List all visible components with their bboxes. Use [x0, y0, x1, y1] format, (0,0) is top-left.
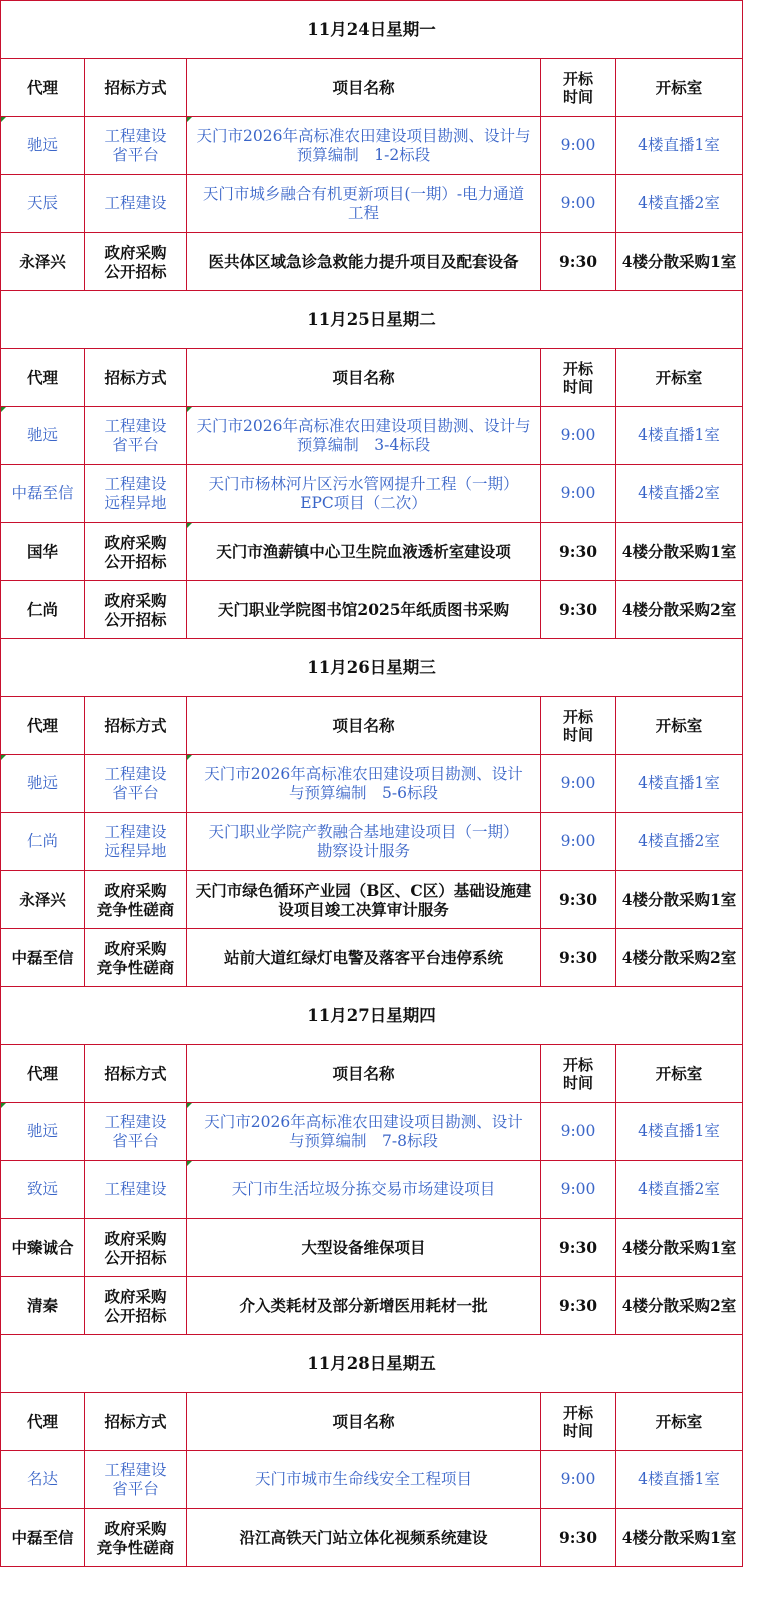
cell-line: 天门职业学院产教融合基地建设项目（一期） [208, 822, 519, 841]
cell-line: 预算编制 1-2标段 [296, 145, 431, 164]
header-room: 开标室 [616, 697, 743, 755]
schedule-row [1, 813, 743, 871]
cell-line: 开标 [562, 69, 593, 88]
cell-line: 竞争性磋商 [96, 1537, 175, 1557]
room-cell: 4楼直播2室 [616, 465, 743, 523]
time-cell: 9:30 [541, 581, 616, 639]
day-title: 11月24日星期一 [1, 1, 743, 59]
project-cell [187, 175, 541, 233]
header-project: 项目名称 [187, 1393, 541, 1451]
time-cell: 9:30 [541, 1509, 616, 1567]
day-title: 11月26日星期三 [1, 639, 743, 697]
agent-cell: 清秦 [1, 1277, 85, 1335]
cell-line: 天门市渔薪镇中心卫生院血液透析室建设项 [216, 542, 511, 561]
header-time [541, 59, 616, 117]
cell-line: 工程建设 [104, 822, 167, 841]
header-agent: 代理 [1, 349, 85, 407]
cell-line: 省平台 [112, 145, 159, 164]
cell-line: 省平台 [112, 783, 159, 802]
time-cell: 9:00 [541, 465, 616, 523]
agent-cell: 仁尚 [1, 581, 85, 639]
cell-line: 天门市2026年高标准农田建设项目勘测、设计与 [196, 126, 531, 145]
agent-cell: 天辰 [1, 175, 85, 233]
header-method: 招标方式 [85, 1393, 187, 1451]
cell-line: 竞争性磋商 [96, 957, 175, 977]
time-cell: 9:00 [541, 407, 616, 465]
cell-line: 公开招标 [104, 261, 167, 281]
column-header-row [1, 59, 743, 117]
header-project: 项目名称 [187, 59, 541, 117]
agent-cell: 国华 [1, 523, 85, 581]
header-room: 开标室 [616, 1393, 743, 1451]
day-title-row [1, 1, 743, 59]
room-cell: 4楼直播1室 [616, 117, 743, 175]
cell-line: 工程建设 [104, 764, 167, 783]
cell-line: 省平台 [112, 1479, 159, 1498]
cell-line: 工程建设 [104, 1460, 167, 1479]
header-room: 开标室 [616, 1045, 743, 1103]
schedule-row [1, 1161, 743, 1219]
header-agent: 代理 [1, 59, 85, 117]
method-cell [85, 1161, 187, 1219]
column-header-row [1, 697, 743, 755]
cell-line: 预算编制 3-4标段 [296, 435, 431, 454]
schedule-row [1, 117, 743, 175]
method-cell [85, 1277, 187, 1335]
schedule-row [1, 233, 743, 291]
room-cell: 4楼分散采购1室 [616, 523, 743, 581]
cell-line: 时间 [562, 725, 593, 744]
time-cell: 9:30 [541, 1277, 616, 1335]
cell-line: 省平台 [112, 1131, 159, 1150]
room-cell: 4楼分散采购1室 [616, 1509, 743, 1567]
time-cell: 9:00 [541, 1161, 616, 1219]
project-cell [187, 1161, 541, 1219]
time-cell: 9:30 [541, 1219, 616, 1277]
room-cell: 4楼分散采购2室 [616, 929, 743, 987]
cell-line: 工程建设 [104, 474, 167, 493]
cell-line: 政府采购 [104, 1228, 167, 1248]
schedule-row [1, 1103, 743, 1161]
cell-line: 政府采购 [104, 242, 167, 262]
project-cell [187, 465, 541, 523]
agent-cell: 驰远 [1, 407, 85, 465]
time-cell: 9:00 [541, 755, 616, 813]
project-cell [187, 117, 541, 175]
method-cell [85, 1103, 187, 1161]
method-cell [85, 1451, 187, 1509]
header-time [541, 349, 616, 407]
header-project: 项目名称 [187, 697, 541, 755]
cell-line: 与预算编制 5-6标段 [289, 783, 438, 802]
method-cell [85, 755, 187, 813]
room-cell: 4楼直播2室 [616, 813, 743, 871]
cell-line: 公开招标 [104, 1305, 167, 1325]
cell-line: 工程建设 [104, 416, 167, 435]
cell-line: 医共体区域急诊急救能力提升项目及配套设备 [208, 252, 519, 271]
agent-cell: 中臻诚合 [1, 1219, 85, 1277]
project-cell [187, 813, 541, 871]
cell-line: 公开招标 [104, 551, 167, 571]
room-cell: 4楼分散采购1室 [616, 1219, 743, 1277]
cell-line: 时间 [562, 87, 593, 106]
method-cell [85, 233, 187, 291]
project-cell [187, 233, 541, 291]
header-agent: 代理 [1, 1045, 85, 1103]
project-cell [187, 755, 541, 813]
schedule-row [1, 523, 743, 581]
method-cell [85, 871, 187, 929]
cell-line: 大型设备维保项目 [301, 1238, 426, 1257]
time-cell: 9:00 [541, 1451, 616, 1509]
cell-line: 天门职业学院图书馆2025年纸质图书采购 [217, 600, 510, 619]
agent-cell: 永泽兴 [1, 871, 85, 929]
room-cell: 4楼直播2室 [616, 1161, 743, 1219]
header-room: 开标室 [616, 349, 743, 407]
day-title-row [1, 987, 743, 1045]
time-cell: 9:00 [541, 1103, 616, 1161]
room-cell: 4楼直播1室 [616, 407, 743, 465]
project-cell [187, 1509, 541, 1567]
cell-line: 工程建设 [104, 126, 167, 145]
cell-line: 天门市城市生命线安全工程项目 [254, 1470, 472, 1488]
cell-line: 公开招标 [104, 1247, 167, 1267]
cell-line: 天门市城乡融合有机更新项目(一期）-电力通道 [202, 184, 525, 203]
header-room: 开标室 [616, 59, 743, 117]
cell-line: 远程异地 [104, 493, 167, 512]
project-cell [187, 407, 541, 465]
schedule-row [1, 1219, 743, 1277]
room-cell: 4楼直播1室 [616, 1451, 743, 1509]
agent-cell: 中磊至信 [1, 1509, 85, 1567]
column-header-row [1, 349, 743, 407]
day-title: 11月25日星期二 [1, 291, 743, 349]
room-cell: 4楼分散采购1室 [616, 233, 743, 291]
cell-line: 天门市生活垃圾分拣交易市场建设项目 [231, 1180, 496, 1198]
cell-line: 公开招标 [104, 609, 167, 629]
method-cell [85, 929, 187, 987]
method-cell [85, 407, 187, 465]
day-title-row [1, 291, 743, 349]
method-cell [85, 1509, 187, 1567]
cell-line: 政府采购 [104, 532, 167, 552]
cell-line: 政府采购 [104, 938, 167, 958]
header-agent: 代理 [1, 697, 85, 755]
cell-line: EPC项目（二次） [300, 493, 427, 512]
schedule-row [1, 1277, 743, 1335]
cell-line: 时间 [562, 1073, 593, 1092]
cell-line: 工程建设 [104, 1180, 167, 1198]
header-time [541, 1045, 616, 1103]
cell-line: 竞争性磋商 [96, 899, 175, 919]
project-cell [187, 929, 541, 987]
project-cell [187, 1451, 541, 1509]
agent-cell: 驰远 [1, 117, 85, 175]
day-title: 11月28日星期五 [1, 1335, 743, 1393]
cell-line: 政府采购 [104, 880, 167, 900]
cell-line: 远程异地 [104, 841, 167, 860]
schedule-row [1, 465, 743, 523]
cell-line: 勘察设计服务 [316, 841, 410, 860]
cell-line: 政府采购 [104, 1286, 167, 1306]
agent-cell: 永泽兴 [1, 233, 85, 291]
header-project: 项目名称 [187, 1045, 541, 1103]
agent-cell: 中磊至信 [1, 929, 85, 987]
schedule-row [1, 871, 743, 929]
cell-line: 开标 [562, 1403, 593, 1422]
cell-line: 沿江高铁天门站立体化视频系统建设 [239, 1528, 488, 1547]
day-title-row [1, 639, 743, 697]
time-cell: 9:00 [541, 175, 616, 233]
cell-line: 天门市2026年高标准农田建设项目勘测、设计与 [196, 416, 531, 435]
cell-line: 政府采购 [104, 590, 167, 610]
cell-line: 开标 [562, 359, 593, 378]
room-cell: 4楼直播2室 [616, 175, 743, 233]
header-time [541, 1393, 616, 1451]
cell-line: 介入类耗材及部分新增医用耗材一批 [239, 1296, 488, 1315]
schedule-row [1, 175, 743, 233]
cell-line: 工程建设 [104, 1112, 167, 1131]
project-cell [187, 1277, 541, 1335]
time-cell: 9:00 [541, 117, 616, 175]
project-cell [187, 1219, 541, 1277]
method-cell [85, 175, 187, 233]
schedule-row [1, 407, 743, 465]
agent-cell: 中磊至信 [1, 465, 85, 523]
column-header-row [1, 1045, 743, 1103]
header-agent: 代理 [1, 1393, 85, 1451]
cell-line: 省平台 [112, 435, 159, 454]
method-cell [85, 523, 187, 581]
cell-line: 天门市绿色循环产业园（B区、C区）基础设施建 [195, 880, 532, 900]
project-cell [187, 581, 541, 639]
cell-line: 天门市2026年高标准农田建设项目勘测、设计 [204, 1112, 523, 1131]
agent-cell: 仁尚 [1, 813, 85, 871]
method-cell [85, 581, 187, 639]
day-title: 11月27日星期四 [1, 987, 743, 1045]
cell-line: 开标 [562, 707, 593, 726]
project-cell [187, 871, 541, 929]
agent-cell: 驰远 [1, 755, 85, 813]
cell-line: 设项目竣工决算审计服务 [278, 899, 449, 919]
header-method: 招标方式 [85, 1045, 187, 1103]
project-cell [187, 523, 541, 581]
cell-line: 站前大道红绿灯电警及落客平台违停系统 [223, 948, 503, 967]
time-cell: 9:30 [541, 871, 616, 929]
method-cell [85, 813, 187, 871]
day-title-row [1, 1335, 743, 1393]
cell-line: 开标 [562, 1055, 593, 1074]
method-cell [85, 117, 187, 175]
agent-cell: 名达 [1, 1451, 85, 1509]
header-method: 招标方式 [85, 349, 187, 407]
schedule-row [1, 929, 743, 987]
cell-line: 天门市杨林河片区污水管网提升工程（一期） [208, 474, 519, 493]
cell-line: 工程 [347, 203, 379, 222]
cell-line: 政府采购 [104, 1518, 167, 1538]
schedule-row [1, 581, 743, 639]
time-cell: 9:30 [541, 929, 616, 987]
room-cell: 4楼直播1室 [616, 1103, 743, 1161]
schedule-row [1, 1509, 743, 1567]
cell-line: 与预算编制 7-8标段 [289, 1131, 438, 1150]
project-cell [187, 1103, 541, 1161]
agent-cell: 致远 [1, 1161, 85, 1219]
schedule-row [1, 755, 743, 813]
time-cell: 9:30 [541, 233, 616, 291]
header-project: 项目名称 [187, 349, 541, 407]
schedule-row [1, 1451, 743, 1509]
room-cell: 4楼分散采购1室 [616, 871, 743, 929]
method-cell [85, 1219, 187, 1277]
agent-cell: 驰远 [1, 1103, 85, 1161]
cell-line: 天门市2026年高标准农田建设项目勘测、设计 [204, 764, 523, 783]
room-cell: 4楼分散采购2室 [616, 1277, 743, 1335]
room-cell: 4楼分散采购2室 [616, 581, 743, 639]
time-cell: 9:00 [541, 813, 616, 871]
header-method: 招标方式 [85, 59, 187, 117]
cell-line: 工程建设 [104, 194, 167, 212]
cell-line: 时间 [562, 377, 593, 396]
room-cell: 4楼直播1室 [616, 755, 743, 813]
header-method: 招标方式 [85, 697, 187, 755]
cell-line: 时间 [562, 1421, 593, 1440]
column-header-row [1, 1393, 743, 1451]
header-time [541, 697, 616, 755]
method-cell [85, 465, 187, 523]
time-cell: 9:30 [541, 523, 616, 581]
